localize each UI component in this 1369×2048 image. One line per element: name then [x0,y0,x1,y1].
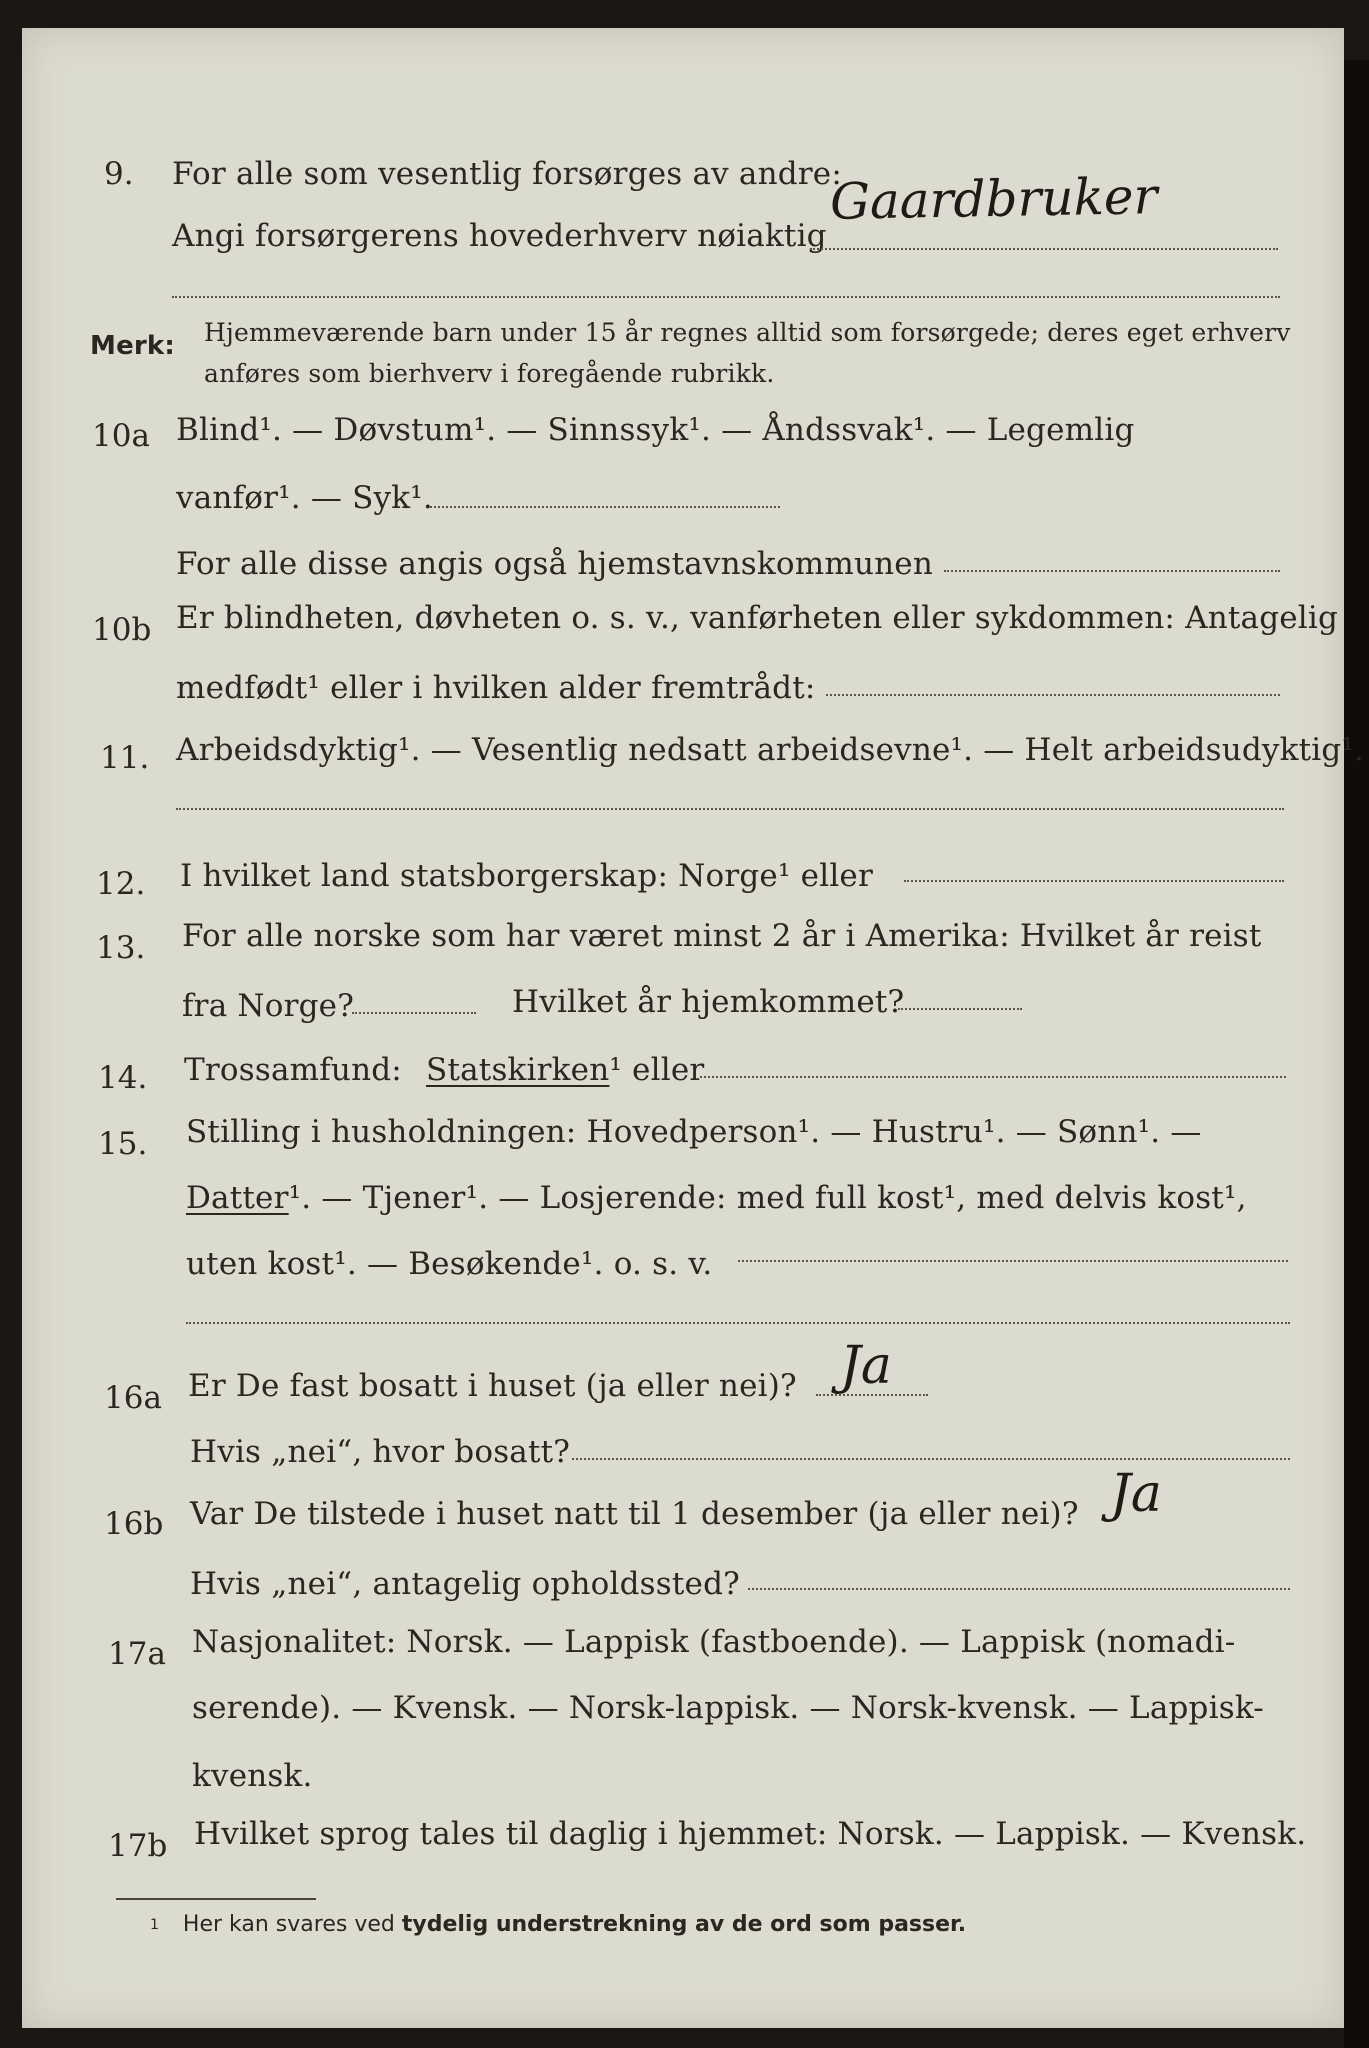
q14-prefix: Trossamfund: [184,1052,402,1088]
q15-underlined-answer: Datter [186,1180,289,1216]
q13-line2a: fra Norge? [182,988,355,1024]
q13-line2b: Hvilket år hjemkommet? [512,984,905,1020]
q10b-line2: medfødt¹ eller i hvilken alder fremtrådt: [176,670,816,706]
footnote-rule [116,1898,316,1900]
q13-hjemkommet-line [898,1008,1022,1010]
q13-number: 13. [96,930,146,966]
q9-extra-line [172,296,1280,298]
q15-line2 [186,1180,1247,1216]
q14-underlined-answer: Statskirken [426,1052,610,1088]
q14-line [184,1052,704,1088]
merk-label: Merk: [90,331,176,361]
q9-line1: For alle som vesentlig forsørges av andre: [172,156,842,192]
q11-line1: Arbeidsdyktig¹. — Vesentlig nedsatt arbeidsevne¹. — Helt arbeidsudyktig¹. [176,732,1365,768]
q9-handwritten-answer: Gaardbruker [829,167,1158,231]
q13-reist-line [352,1012,476,1014]
q16b-number: 16b [104,1506,164,1542]
footnote-mark: 1 [150,1917,159,1933]
q10b-line1: Er blindheten, døvheten o. s. v., vanførheten eller sykdommen: Antagelig [176,600,1339,636]
q12-line1: I hvilket land statsborgerskap: Norge¹ eller [180,858,873,894]
footnote [150,1912,966,1938]
q16b-opholdssted-line [748,1588,1290,1590]
q17b-line1: Hvilket sprog tales til daglig i hjemmet: Norsk. — Lappisk. — Kvensk. [194,1816,1307,1852]
q16b-handwritten-answer: Ja [1110,1464,1162,1524]
footnote-bold: tydelig understrekning av de ord som passer. [401,1912,967,1937]
q16a-handwritten-answer: Ja [840,1336,892,1396]
q12-number: 12. [96,866,146,902]
q16a-line2: Hvis „nei“, hvor bosatt? [190,1434,571,1470]
q15-line2-rest: ¹. — Tjener¹. — Losjerende: med full kost¹, med delvis kost¹, [288,1180,1247,1216]
q11-number: 11. [100,740,150,776]
q16a-bosatt-line [572,1458,1290,1460]
q14-number: 14. [98,1060,148,1096]
q10a-line1: Blind¹. — Døvstum¹. — Sinnssyk¹. — Åndssvak¹. — Legemlig [176,412,1135,448]
q14-answer-line [700,1076,1286,1078]
q16b-line1: Var De tilstede i huset natt til 1 desember (ja eller nei)? [190,1496,1079,1532]
q9-answer-line [810,248,1278,250]
q15-line1: Stilling i husholdningen: Hovedperson¹. — Hustru¹. — Sønn¹. — [186,1114,1202,1150]
q17a-line2: serende). — Kvensk. — Norsk-lappisk. — Norsk-kvensk. — Lappisk- [192,1690,1264,1726]
footnote-plain: Her kan svares ved [182,1912,395,1937]
q10a-syk-line [430,506,780,508]
q10a-number: 10a [92,418,150,454]
q10b-answer-line [826,694,1280,696]
q17a-number: 17a [108,1636,166,1672]
q9-number: 9. [104,156,134,192]
q11-extra-line [176,808,1284,810]
merk-line2: anføres som bierhverv i foregående rubrikk. [204,359,775,388]
merk-line1: Hjemmeværende barn under 15 år regnes alltid som forsørgede; deres eget erhverv [204,318,1291,347]
q13-line1: For alle norske som har været minst 2 år i Amerika: Hvilket år reist [182,918,1262,954]
q10a-line2: vanfør¹. — Syk¹. [176,480,433,516]
q17a-line3: kvensk. [192,1758,313,1794]
q15-extra-line [186,1322,1290,1324]
q16a-line1: Er De fast bosatt i huset (ja eller nei)? [188,1368,797,1404]
q10a-kommune-line [944,570,1280,572]
q12-answer-line [904,880,1284,882]
q9-line2: Angi forsørgerens hovederhverv nøiaktig [172,218,827,254]
q10b-number: 10b [92,612,152,648]
q15-answer-line [738,1260,1288,1262]
q16b-line2: Hvis „nei“, antagelig opholdssted? [190,1566,740,1602]
scan-edge [1344,60,1369,2048]
q17a-line1: Nasjonalitet: Norsk. — Lappisk (fastboende). — Lappisk (nomadi- [192,1624,1236,1660]
q16a-number: 16a [104,1380,162,1416]
q10a-line3: For alle disse angis også hjemstavnskommunen [176,546,933,582]
q17b-number: 17b [108,1828,168,1864]
q14-suffix: ¹ eller [609,1052,705,1088]
q15-line3: uten kost¹. — Besøkende¹. o. s. v. [186,1246,713,1282]
q15-number: 15. [98,1126,148,1162]
